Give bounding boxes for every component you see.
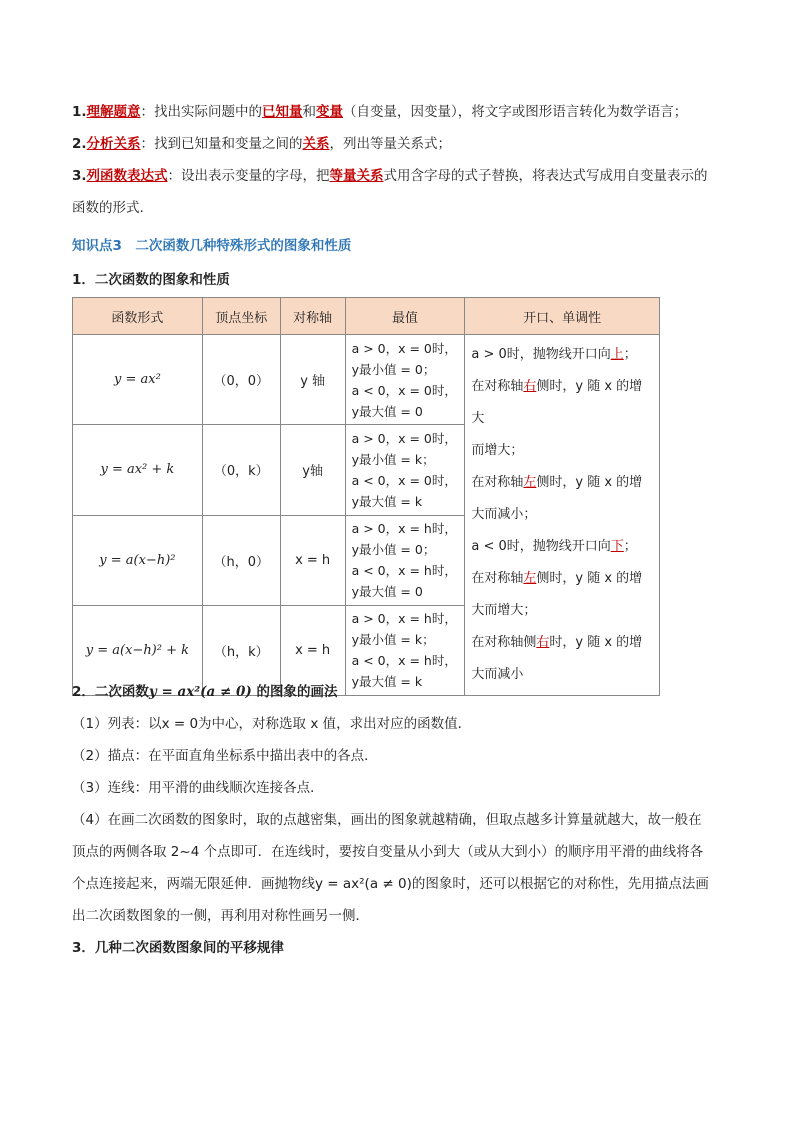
paragraph-4-line-3: 个点连接起来，两端无限延伸．画抛物线y = ax²(a ≠ 0)的图象时，还可以根据它的对称性，先用描点法画: [72, 876, 709, 892]
step-title: 理解题意: [86, 104, 141, 120]
section-title: 知识点3 二次函数几种特殊形式的图象和性质: [72, 238, 352, 254]
step-text: 式用含字母的式子替换，将表达式写成用自变量表示的: [383, 168, 708, 184]
mono-line: a < 0时，抛物线开口向下；: [471, 539, 637, 554]
mono-line: 大而增大；: [471, 603, 537, 618]
function-form: y = a(x−h)²: [73, 515, 203, 605]
function-form: y = ax²: [73, 335, 203, 425]
subtitle-math: y = ax²(a ≠ 0): [148, 684, 252, 700]
step-number: 2.: [72, 136, 87, 152]
header-vertex: 顶点坐标: [202, 298, 280, 335]
subtitle-text: 的图象的画法: [251, 684, 338, 700]
highlight-term: 已知量: [262, 104, 303, 120]
header-form: 函数形式: [73, 298, 203, 335]
header-monotonicity: 开口、单调性: [465, 298, 660, 335]
mv-line: a > 0，x = 0时，: [351, 340, 457, 356]
function-form: y = a(x−h)² + k: [73, 605, 203, 695]
opening-monotonicity: [465, 335, 660, 696]
step-text: （自变量，因变量），将文字或图形语言转化为数学语言；: [343, 104, 688, 120]
paragraph-3: （3）连线：用平滑的曲线顺次连接各点．: [72, 780, 324, 796]
header-axis: 对称轴: [280, 298, 345, 335]
vertex-coords: （0，k）: [202, 425, 280, 515]
paragraph-4-line-4: 出二次函数图象的一侧，再利用对称性画另一侧．: [72, 908, 369, 924]
symmetry-axis: y 轴: [280, 335, 345, 425]
step-number: 3.: [72, 168, 87, 184]
subsection-title-1: 1．二次函数的图象和性质: [72, 272, 230, 288]
highlight-term: 关系: [302, 136, 330, 152]
mono-line: 在对称轴左侧时，y 随 x 的增: [471, 475, 643, 490]
mv-line: a < 0，x = h时，: [351, 653, 457, 669]
mono-line: 大而减小；: [471, 507, 537, 522]
step-title: 分析关系: [86, 136, 141, 152]
step-number: 1.: [72, 104, 87, 120]
extreme-value: [345, 605, 465, 695]
mv-line: y最大值 = k: [351, 493, 423, 509]
mv-line: y最小值 = 0；: [351, 361, 436, 377]
symmetry-axis: x = h: [280, 605, 345, 695]
header-extreme: 最值: [345, 298, 465, 335]
step-title: 列函数表达式: [86, 168, 168, 184]
symmetry-axis: y轴: [280, 425, 345, 515]
highlight-term: 变量: [316, 104, 344, 120]
subtitle-text: 2．二次函数: [72, 684, 149, 700]
vertex-coords: （0，0）: [202, 335, 280, 425]
table-row: [73, 335, 660, 425]
paragraph-2: （2）描点：在平面直角坐标系中描出表中的各点．: [72, 748, 378, 764]
highlight-term: 等量关系: [329, 168, 384, 184]
step-2: [72, 134, 451, 154]
step-1: [72, 102, 687, 122]
properties-table: [72, 297, 660, 696]
symmetry-axis: x = h: [280, 515, 345, 605]
extreme-value: [345, 515, 465, 605]
mono-line: 大而减小: [471, 667, 524, 682]
step-text: ：找出实际问题中的: [140, 104, 263, 120]
mv-line: y最大值 = 0: [351, 403, 423, 419]
mono-line: 在对称轴右侧时，y 随 x 的增大: [471, 379, 643, 426]
subsection-title-3: 3．几种二次函数图象间的平移规律: [72, 940, 284, 956]
mv-line: y最小值 = k；: [351, 451, 435, 467]
vertex-coords: （h，0）: [202, 515, 280, 605]
step-3-continuation: 函数的形式.: [72, 200, 144, 216]
step-3: [72, 166, 708, 186]
mv-line: y最小值 = 0；: [351, 542, 436, 558]
mv-line: y最大值 = k: [351, 674, 423, 690]
step-text: ，列出等量关系式；: [329, 136, 452, 152]
step-text: ：设出表示变量的字母，把: [167, 168, 330, 184]
extreme-value: [345, 335, 465, 425]
mono-line: 在对称轴左侧时，y 随 x 的增: [471, 571, 643, 586]
paragraph-1: （1）列表：以x = 0为中心，对称选取 x 值，求出对应的函数值．: [72, 716, 472, 732]
paragraph-4-line-1: （4）在画二次函数的图象时，取的点越密集，画出的图象就越精确，但取点越多计算量就越大，故一般在: [72, 812, 702, 828]
extreme-value: [345, 425, 465, 515]
mv-line: a > 0，x = 0时，: [351, 430, 457, 446]
mv-line: y最大值 = 0: [351, 584, 423, 600]
step-text: 和: [302, 104, 317, 120]
mv-line: a > 0，x = h时，: [351, 611, 457, 627]
mv-line: a > 0，x = h时，: [351, 521, 457, 537]
paragraph-4-line-2: 顶点的两侧各取 2~4 个点即可．在连线时，要按自变量从小到大（或从大到小）的顺序用平滑的曲线将各: [72, 844, 704, 860]
subsection-title-2: [72, 682, 338, 702]
vertex-coords: （h，k）: [202, 605, 280, 695]
mono-line: 而增大；: [471, 443, 524, 458]
mv-line: a < 0，x = 0时，: [351, 472, 457, 488]
function-form: y = ax² + k: [73, 425, 203, 515]
mono-line: 在对称轴侧右时，y 随 x 的增: [471, 635, 643, 650]
mv-line: a < 0，x = h时，: [351, 563, 457, 579]
table-header-row: [73, 298, 660, 335]
step-text: ：找到已知量和变量之间的: [140, 136, 303, 152]
mv-line: a < 0，x = 0时，: [351, 382, 457, 398]
mv-line: y最小值 = k；: [351, 632, 435, 648]
mono-line: a > 0时，抛物线开口向上；: [471, 347, 637, 362]
